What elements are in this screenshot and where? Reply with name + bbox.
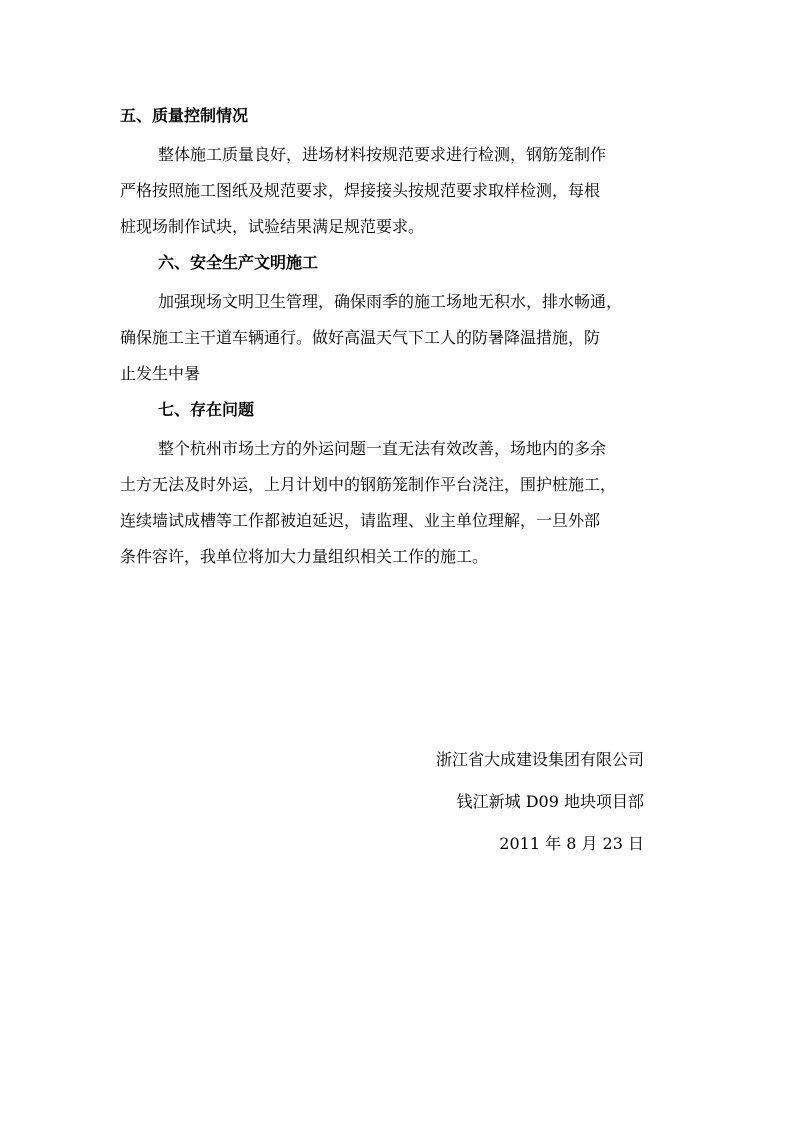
- paragraph-line: 严格按照施工图纸及规范要求，焊接接头按规范要求取样检测，每根: [120, 181, 601, 200]
- section-heading-quality: 五、质量控制情况: [120, 106, 249, 125]
- section-paragraph-issues: [120, 431, 676, 575]
- document-body: [120, 104, 676, 581]
- paragraph-line: 条件容许，我单位将加大力量组织相关工作的施工。: [120, 547, 489, 566]
- paragraph-line: 确保施工主干道车辆通行。做好高温天气下工人的防暑降温措施，防: [120, 328, 601, 347]
- paragraph-line: 整体施工质量良好，进场材料按规范要求进行检测，钢筋笼制作: [158, 145, 607, 164]
- paragraph-line: 加强现场文明卫生管理，确保雨季的施工场地无积水，排水畅通，: [158, 292, 623, 311]
- signature-project: 钱江新城 D09 地块项目部: [456, 792, 644, 811]
- signature-date: 2011 年 8 月 23 日: [499, 834, 644, 853]
- paragraph-line: 土方无法及时外运，上月计划中的钢筋笼制作平台浇注，围护桩施工，: [120, 475, 617, 494]
- paragraph-line: 整个杭州市场土方的外运问题一直无法有效改善，场地内的多余: [158, 439, 607, 458]
- paragraph-line: 桩现场制作试块，试验结果满足规范要求。: [120, 217, 425, 236]
- paragraph-line: 止发生中暑: [120, 364, 201, 383]
- signature-company: 浙江省大成建设集团有限公司: [435, 750, 644, 769]
- section-paragraph-safety: [120, 284, 676, 392]
- section-paragraph-quality: [120, 137, 676, 245]
- paragraph-line: 连续墙试成槽等工作都被迫延迟，请监理、业主单位理解，一旦外部: [120, 511, 601, 530]
- section-heading-safety: 六、安全生产文明施工: [158, 253, 319, 272]
- section-heading-issues: 七、存在问题: [158, 400, 255, 419]
- signature-block: [436, 748, 644, 874]
